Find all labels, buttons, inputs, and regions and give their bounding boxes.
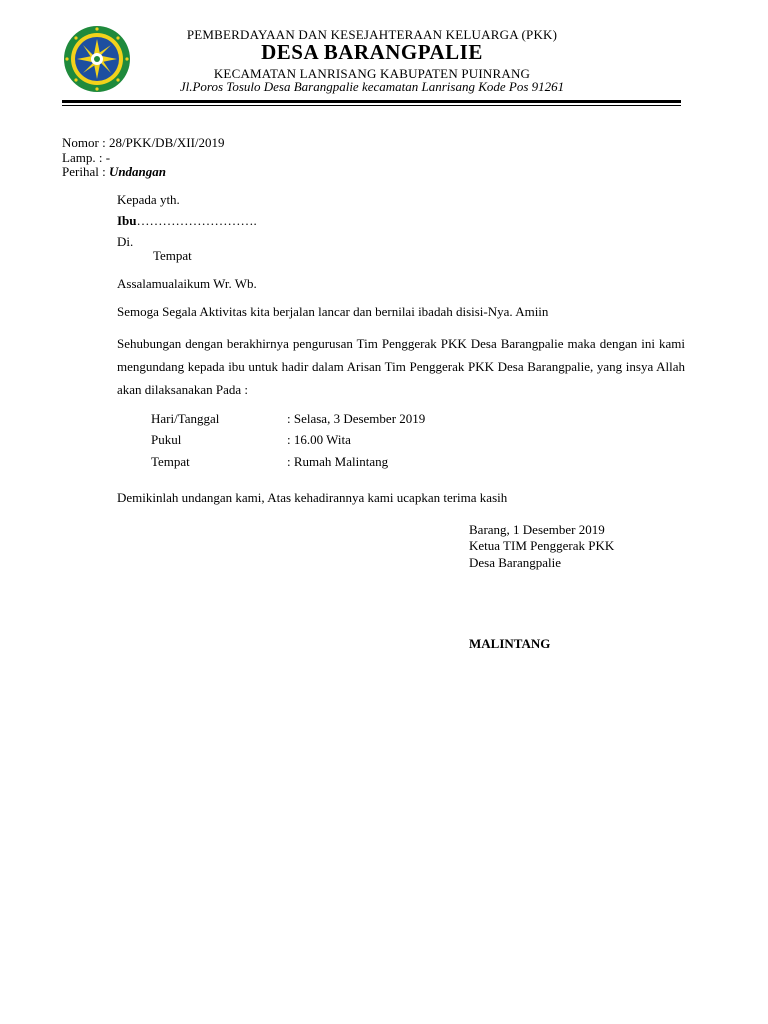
lamp-label: Lamp. : [62, 150, 106, 165]
salam: Assalamualaikum Wr. Wb. [117, 276, 257, 291]
perihal-value: Undangan [108, 164, 167, 179]
event-label: Pukul [151, 432, 182, 447]
event-label: Hari/Tanggal [151, 411, 220, 426]
ibu-dots: ………………………. [136, 213, 257, 228]
nomor-label: Nomor : [62, 135, 109, 150]
recipient-ibu [117, 213, 257, 229]
nomor-value: 28/PKK/DB/XII/2019 [108, 135, 225, 150]
lamp-value: - [105, 150, 111, 165]
event-value: : 16.00 Wita [287, 432, 351, 447]
address-line: Jl.Poros Tosulo Desa Barangpalie kecamatan Lanrisang Kode Pos 91261 [179, 79, 565, 94]
ibu-label: Ibu [117, 213, 137, 228]
recipient-di: Di. [117, 234, 134, 249]
signature-org: Desa Barangpalie [469, 555, 562, 570]
event-value: : Rumah Malintang [287, 454, 389, 469]
event-value: : Selasa, 3 Desember 2019 [287, 411, 426, 426]
meta-nomor [62, 135, 225, 151]
event-label: Tempat [151, 454, 190, 469]
wish-line: Semoga Segala Aktivitas kita berjalan lancar dan bernilai ibadah disisi-Nya. Amiin [117, 304, 549, 319]
letterhead-rule-thin [62, 105, 681, 106]
signature-name: MALINTANG [469, 636, 551, 651]
greeting: Kepada yth. [117, 192, 180, 207]
recipient-tempat: Tempat [153, 248, 192, 263]
district-name: KECAMATAN LANRISANG KABUPATEN PUINRANG [213, 66, 531, 81]
closing-line: Demikinlah undangan kami, Atas kehadirannya kami ucapkan terima kasih [117, 490, 508, 505]
village-name: DESA BARANGPALIE [261, 40, 483, 64]
meta-perihal [62, 164, 166, 180]
letterhead-rule-thick [62, 100, 681, 103]
main-paragraph: Sehubungan dengan berakhirnya pengurusan Tim Penggerak PKK Desa Barangpalie maka dengan ini kami mengundang kepada ibu untuk hadir dalam Arisan Tim Penggerak PKK Desa Barangpalie, yang insya Allah akan dilaksanakan Pada : [117, 336, 685, 397]
signature-place-date: Barang, 1 Desember 2019 [469, 522, 605, 537]
signature-position: Ketua TIM Penggerak PKK [469, 538, 615, 553]
perihal-label: Perihal : [62, 164, 109, 179]
org-name: PEMBERDAYAAN DAN KESEJAHTERAAN KELUARGA (PKK) [186, 27, 558, 42]
